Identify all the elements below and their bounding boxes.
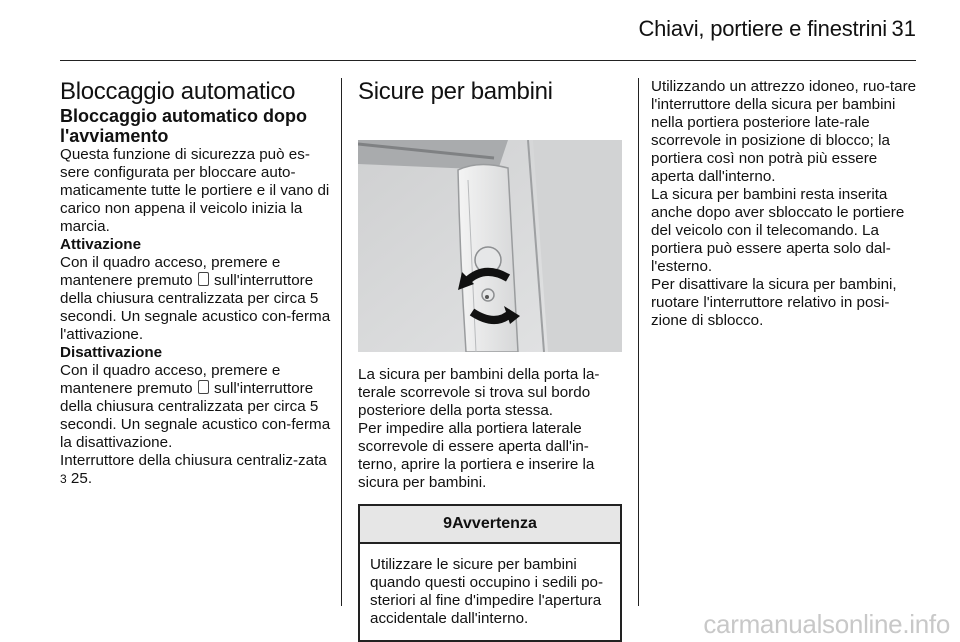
warning-icon: 9 xyxy=(443,515,453,532)
activation-paragraph: Con il quadro acceso, premere e mantenere premuto sull'interruttore della chiusura centralizzata per circa 5 secondi. Un segnale acustico con-ferma l'attivazione. xyxy=(60,254,331,343)
warning-header xyxy=(360,506,620,544)
subsection-title: Bloccaggio automatico dopo l'avviamento xyxy=(60,106,308,146)
lock-button-icon xyxy=(198,272,209,286)
page-reference[interactable]: 25. xyxy=(70,470,93,487)
activate-child-lock-paragraph: Utilizzando un attrezzo idoneo, ruo-tare l'interruttore della sicura per bambini nella portiera posteriore late-rale scorrevole in posizione di blocco; la portiera così non potrà più essere aperta dall'interno. xyxy=(651,78,917,185)
child-lock-location-paragraph: La sicura per bambini della porta la-terale scorrevole si trova sul bordo posteriore della porta stessa. xyxy=(358,366,600,419)
lock-button-icon xyxy=(198,380,209,394)
column-middle xyxy=(358,78,622,642)
switch-reference: Interruttore della chiusura centraliz-zata 3 25. xyxy=(60,452,327,487)
header-rule xyxy=(60,60,916,61)
child-lock-remains-paragraph: La sicura per bambini resta inserita anche dopo aver sbloccato le portiere del veicolo con il telecomando. La portiera può essere aperta solo dal-l'esterno. xyxy=(651,186,905,275)
section-title-child-locks: Sicure per bambini xyxy=(358,78,553,105)
header-title: Chiavi, portiere e finestrini xyxy=(638,16,887,41)
page-number: 31 xyxy=(891,16,916,41)
column-left xyxy=(60,78,332,488)
column-right xyxy=(651,78,923,330)
child-lock-instruction-paragraph: Per impedire alla portiera laterale scorrevole di essere aperta dall'in-terno, aprire la portiera e inserire la sicura per bambini. xyxy=(358,420,595,491)
warning-title: Avvertenza xyxy=(452,515,537,532)
warning-text: Utilizzare le sicure per bambini quando questi occupino i sedili po-steriori al fine d'impedire l'apertura accidentale dall'interno. xyxy=(370,556,604,627)
intro-paragraph: Questa funzione di sicurezza può es-sere configurata per bloccare auto-maticamente tutte le portiere e il vano di carico non appena il veicolo inizia la marcia. xyxy=(60,146,330,235)
watermark: carmanualsonline.info xyxy=(703,609,950,639)
section-title-automatic-locking: Bloccaggio automatico xyxy=(60,78,296,105)
column-divider xyxy=(638,78,639,606)
deactivation-heading: Disattivazione xyxy=(60,344,163,361)
warning-box xyxy=(358,504,622,642)
deactivation-paragraph: Con il quadro acceso, premere e mantenere premuto sull'interruttore della chiusura centralizzata per circa 5 secondi. Un segnale acustico con-ferma la disattivazione. xyxy=(60,362,331,451)
deactivate-child-lock-paragraph: Per disattivare la sicura per bambini, ruotare l'interruttore relativo in posi-zione di sblocco. xyxy=(651,276,897,329)
child-lock-door-photo xyxy=(358,140,622,352)
column-divider xyxy=(341,78,342,606)
activation-heading: Attivazione xyxy=(60,236,142,253)
page-reference-arrow-icon: 3 xyxy=(60,472,67,486)
